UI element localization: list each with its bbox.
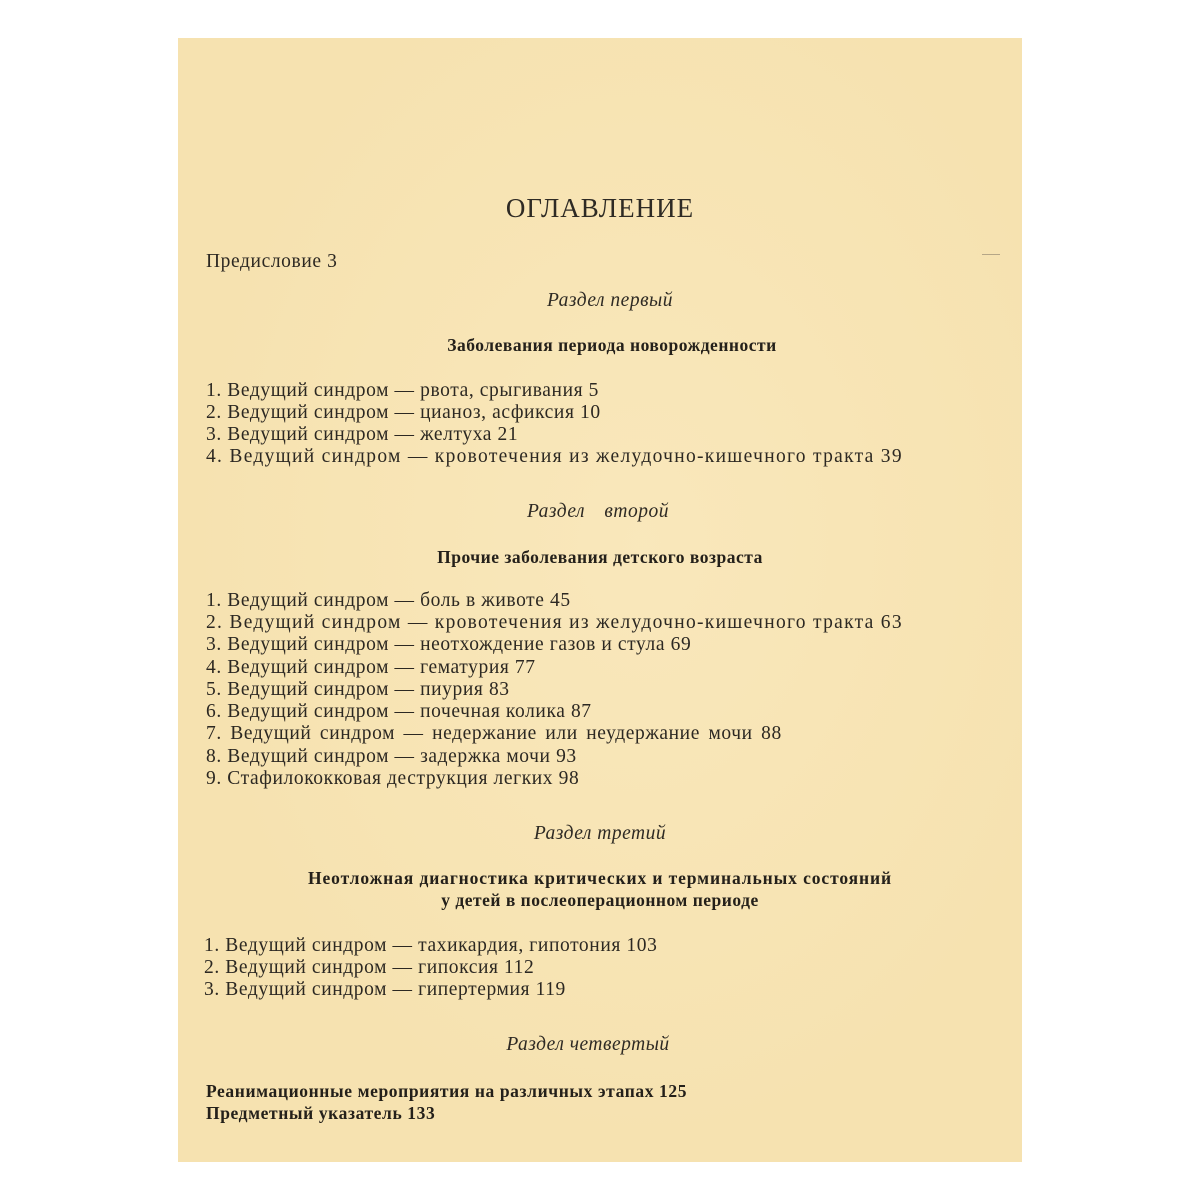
toc-entry-reanimation: Реанимационные мероприятия на различных этапах 125: [206, 1081, 688, 1101]
toc-entry: 1. Ведущий синдром — рвота, срыгивания 5: [206, 380, 599, 401]
toc-entry: 2. Ведущий синдром — цианоз, асфиксия 10: [206, 402, 601, 423]
toc-entry: 1. Ведущий синдром — тахикардия, гипотония 103: [204, 935, 658, 956]
toc-entry: 4. Ведущий синдром — кровотечения из желудочно-кишечного тракта 39: [206, 446, 903, 467]
toc-entry: 3. Ведущий синдром — гипертермия 119: [204, 979, 566, 1000]
toc-entry: 1. Ведущий синдром — боль в животе 45: [206, 590, 571, 611]
section-2-label: Раздел второй: [527, 501, 669, 522]
section-3-title-line-2: у детей в послеоперационном периоде: [441, 890, 759, 910]
toc-entry: 6. Ведущий синдром — почечная колика 87: [206, 701, 592, 722]
toc-entry: 8. Ведущий синдром — задержка мочи 93: [206, 746, 577, 767]
section-3-label: Раздел третий: [533, 823, 667, 844]
toc-entry: 9. Стафилококковая деструкция легких 98: [206, 768, 580, 789]
toc-entry: 7. Ведущий синдром — недержание или неудержание мочи 88: [206, 723, 782, 744]
section-1-label: Раздел первый: [547, 290, 673, 311]
toc-title: ОГЛАВЛЕНИЕ: [505, 193, 695, 223]
section-1-title: Заболевания периода новорожденности: [447, 335, 777, 355]
toc-entry: 3. Ведущий синдром — желтуха 21: [206, 424, 519, 445]
toc-entry: 2. Ведущий синдром — гипоксия 112: [204, 957, 535, 978]
toc-entry: 5. Ведущий синдром — пиурия 83: [206, 679, 510, 700]
section-4-label: Раздел четвертый: [506, 1034, 670, 1055]
toc-entry-index: Предметный указатель 133: [206, 1103, 436, 1123]
paper-mark: [982, 254, 1000, 255]
section-2-title: Прочие заболевания детского возраста: [437, 547, 763, 567]
section-3-title-line-1: Неотложная диагностика критических и терминальных состояний: [307, 868, 892, 888]
preface-entry: Предисловие 3: [206, 251, 338, 272]
book-page: [178, 38, 1022, 1162]
toc-entry: 2. Ведущий синдром — кровотечения из желудочно-кишечного тракта 63: [206, 612, 903, 633]
toc-entry: 3. Ведущий синдром — неотхождение газов и стула 69: [206, 634, 692, 655]
toc-entry: 4. Ведущий синдром — гематурия 77: [206, 657, 536, 678]
